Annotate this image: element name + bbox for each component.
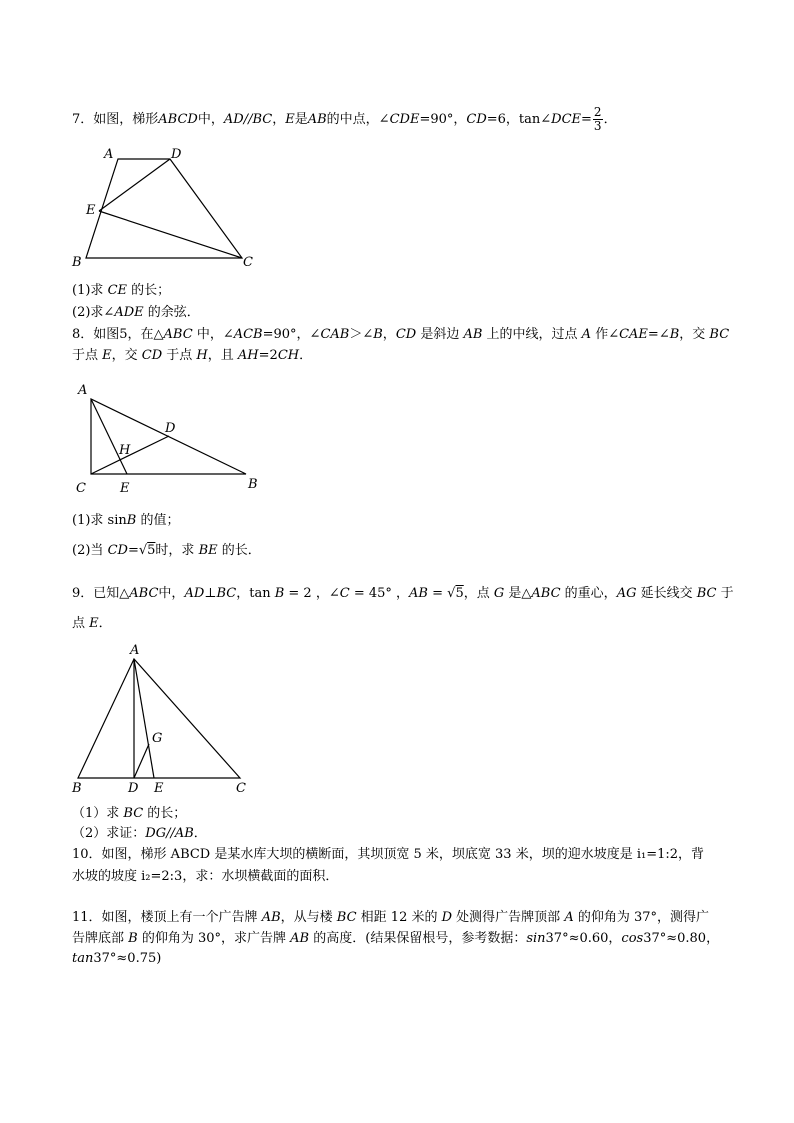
label-e: E: [120, 481, 130, 496]
q9-part1: （1）求 BC 的长；: [72, 806, 187, 821]
label-d: D: [128, 781, 139, 796]
q7-statement: 7．如图，梯形ABCD中，AD//BC，E是AB的中点，∠CDE=90°，CD=6，tan∠DCE= $\frac{2}{3}$ ．: [72, 105, 617, 133]
triangle-abc: [78, 659, 240, 778]
q8-part2: (2)当 CD=√5时，求 BE 的长．: [72, 543, 261, 558]
label-c: C: [236, 781, 246, 796]
label-a: A: [78, 383, 88, 398]
label-a: A: [130, 643, 140, 658]
q7-part2: (2)求∠ADE 的余弦．: [72, 305, 200, 320]
q8-right-triangle-figure: [72, 380, 272, 498]
label-c: C: [76, 481, 86, 496]
label-b: B: [72, 781, 82, 796]
q9-statement-line1: 9．已知△ABC中，AD⊥BC，tan B = 2 ，∠C = 45° ，AB = √5，点 G 是△ABC 的重心，AG 延长线交 BC 于: [72, 586, 734, 601]
label-b: B: [72, 255, 82, 270]
q9-statement-line2: 点 E．: [72, 616, 112, 631]
q8-statement-line1: 8．如图5，在△ABC 中，∠ACB=90°，∠CAB＞∠B，CD 是斜边 AB 上的中线，过点 A 作∠CAE=∠B，交 BC: [72, 327, 730, 342]
q10-statement-line1: 10．如图，梯形 ABCD 是某水库大坝的横断面，其坝顶宽 5 米，坝底宽 33 米，坝的迎水坡度是 i₁=1:2，背: [72, 847, 705, 862]
trapezoid-abcd: [86, 159, 242, 258]
label-a: A: [104, 147, 114, 162]
segment-ec: [99, 211, 242, 258]
label-d: D: [171, 147, 182, 162]
fraction-two-thirds: $\frac{2}{3}$: [593, 105, 602, 133]
q8-part1: (1)求 sinB 的值；: [72, 513, 180, 528]
segment-ae: [134, 659, 154, 778]
q11-statement-line1: 11．如图，楼顶上有一个广告牌 AB，从与楼 BC 相距 12 米的 D 处测得广告牌顶部 A 的仰角为 37°，测得广: [72, 910, 710, 925]
label-e: E: [86, 203, 96, 218]
label-b: B: [248, 477, 258, 492]
q11-statement-line2: 告牌底部 B 的仰角为 30°，求广告牌 AB 的高度．(结果保留根号，参考数据：sin37°≈0.60，cos37°≈0.80，: [72, 931, 720, 946]
q8-statement-line2: 于点 E，交 CD 于点 H，且 AH=2CH．: [72, 348, 313, 363]
q9-part2: （2）求证：DG//AB．: [72, 826, 207, 841]
q7-part1: (1)求 CE 的长；: [72, 283, 171, 298]
label-e: E: [154, 781, 164, 796]
label-d: D: [165, 421, 176, 436]
q10-statement-line2: 水坡的坡度 i₂=2:3，求：水坝横截面的面积．: [72, 869, 339, 884]
q11-statement-line3: tan37°≈0.75): [72, 951, 162, 966]
q7-trapezoid-figure: [70, 144, 270, 270]
label-c: C: [243, 255, 253, 270]
segment-ae: [91, 399, 127, 474]
label-g: G: [152, 731, 163, 746]
segment-dg: [134, 744, 149, 778]
label-h: H: [119, 443, 131, 458]
q9-triangle-figure: [70, 640, 260, 798]
